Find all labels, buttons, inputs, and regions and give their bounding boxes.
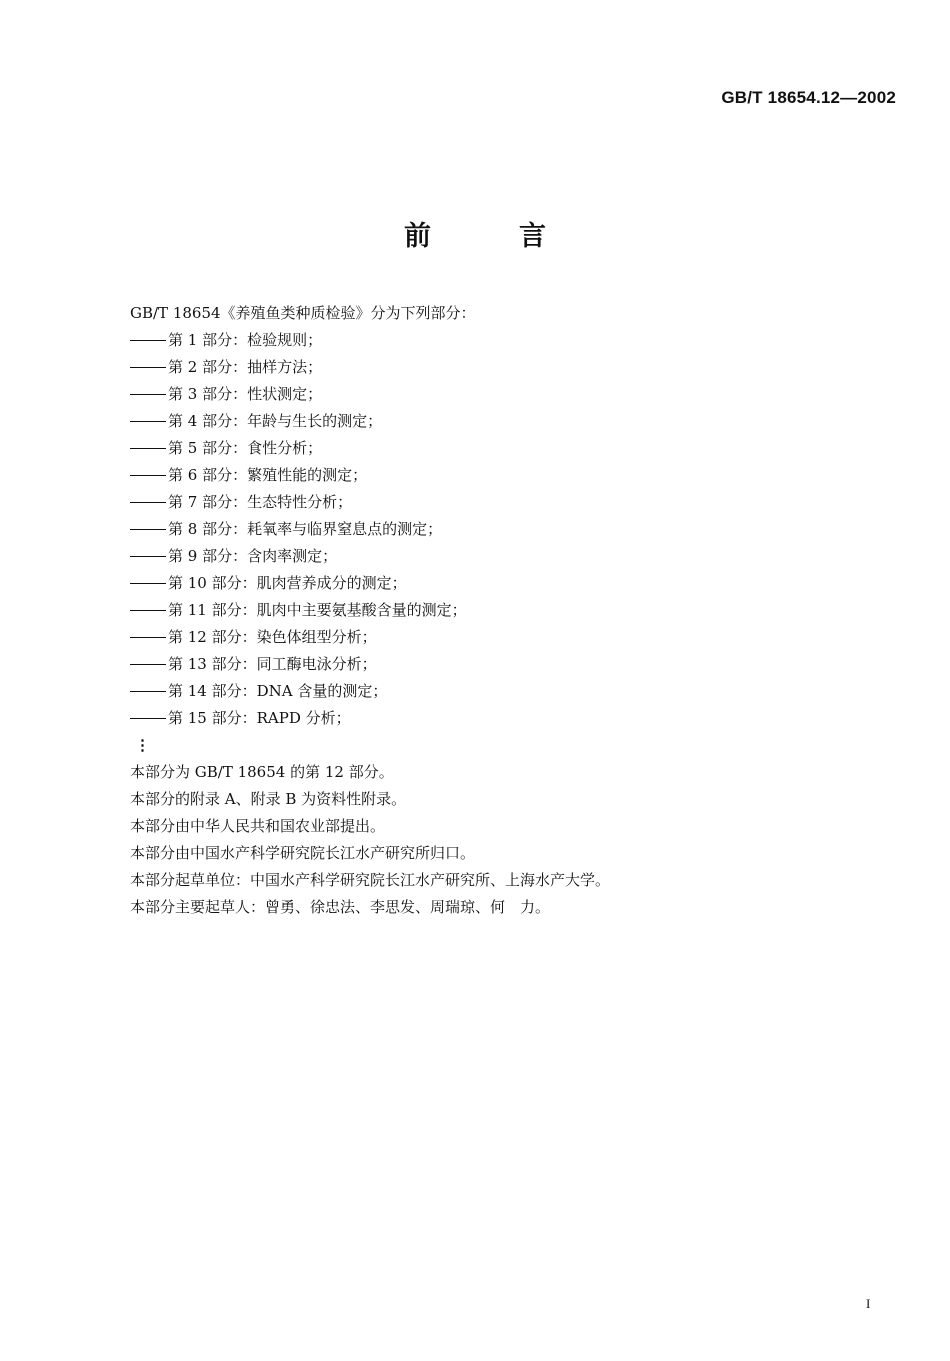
em-dash	[130, 529, 166, 530]
foreword-body	[130, 300, 890, 921]
em-dash	[130, 610, 166, 611]
em-dash	[130, 691, 166, 692]
statement-line: 本部分由中国水产科学研究院长江水产研究所归口。	[130, 844, 476, 862]
statement-line: 本部分主要起草人：曾勇、徐忠法、李思发、周瑞琼、何 力。	[130, 898, 551, 916]
statement-line: 本部分起草单位：中国水产科学研究院长江水产研究所、上海水产大学。	[130, 871, 611, 889]
em-dash	[130, 367, 166, 368]
page-title	[0, 214, 950, 253]
em-dash	[130, 556, 166, 557]
title-char-1: 前	[404, 221, 431, 252]
statement-line: 本部分为 GB/T 18654 的第 12 部分。	[130, 763, 394, 781]
part-item: 第 13 部分：同工酶电泳分析；	[130, 651, 890, 678]
statement-line: 本部分的附录 A、附录 B 为资料性附录。	[130, 790, 407, 808]
part-item: 第 3 部分：性状测定；	[130, 381, 890, 408]
em-dash	[130, 502, 166, 503]
em-dash	[130, 340, 166, 341]
part-item: 第 4 部分：年龄与生长的测定；	[130, 408, 890, 435]
part-item: 第 2 部分：抽样方法；	[130, 354, 890, 381]
part-item: 第 5 部分：食性分析；	[130, 435, 890, 462]
part-item: 第 8 部分：耗氧率与临界窒息点的测定；	[130, 516, 890, 543]
part-item: 第 12 部分：染色体组型分析；	[130, 624, 890, 651]
part-item: 第 1 部分：检验规则；	[130, 327, 890, 354]
em-dash	[130, 448, 166, 449]
part-item: 第 14 部分：DNA 含量的测定；	[130, 678, 890, 705]
standard-number: GB/T 18654.12—2002	[721, 88, 896, 107]
part-item: 第 6 部分：繁殖性能的测定；	[130, 462, 890, 489]
statement-line: 本部分由中华人民共和国农业部提出。	[130, 817, 386, 835]
part-item: 第 9 部分：含肉率测定；	[130, 543, 890, 570]
em-dash	[130, 718, 166, 719]
part-item: 第 10 部分：肌肉营养成分的测定；	[130, 570, 890, 597]
em-dash	[130, 583, 166, 584]
part-item: 第 15 部分：RAPD 分析；	[130, 705, 890, 732]
part-item: 第 11 部分：肌肉中主要氨基酸含量的测定；	[130, 597, 890, 624]
em-dash	[130, 394, 166, 395]
em-dash	[130, 637, 166, 638]
em-dash	[130, 664, 166, 665]
vertical-ellipsis: ⋮	[135, 736, 150, 754]
part-item: 第 7 部分：生态特性分析；	[130, 489, 890, 516]
em-dash	[130, 421, 166, 422]
em-dash	[130, 475, 166, 476]
intro-line: GB/T 18654《养殖鱼类种质检验》分为下列部分：	[130, 304, 476, 322]
page-number: I	[866, 1296, 871, 1311]
title-char-2: 言	[519, 221, 546, 252]
